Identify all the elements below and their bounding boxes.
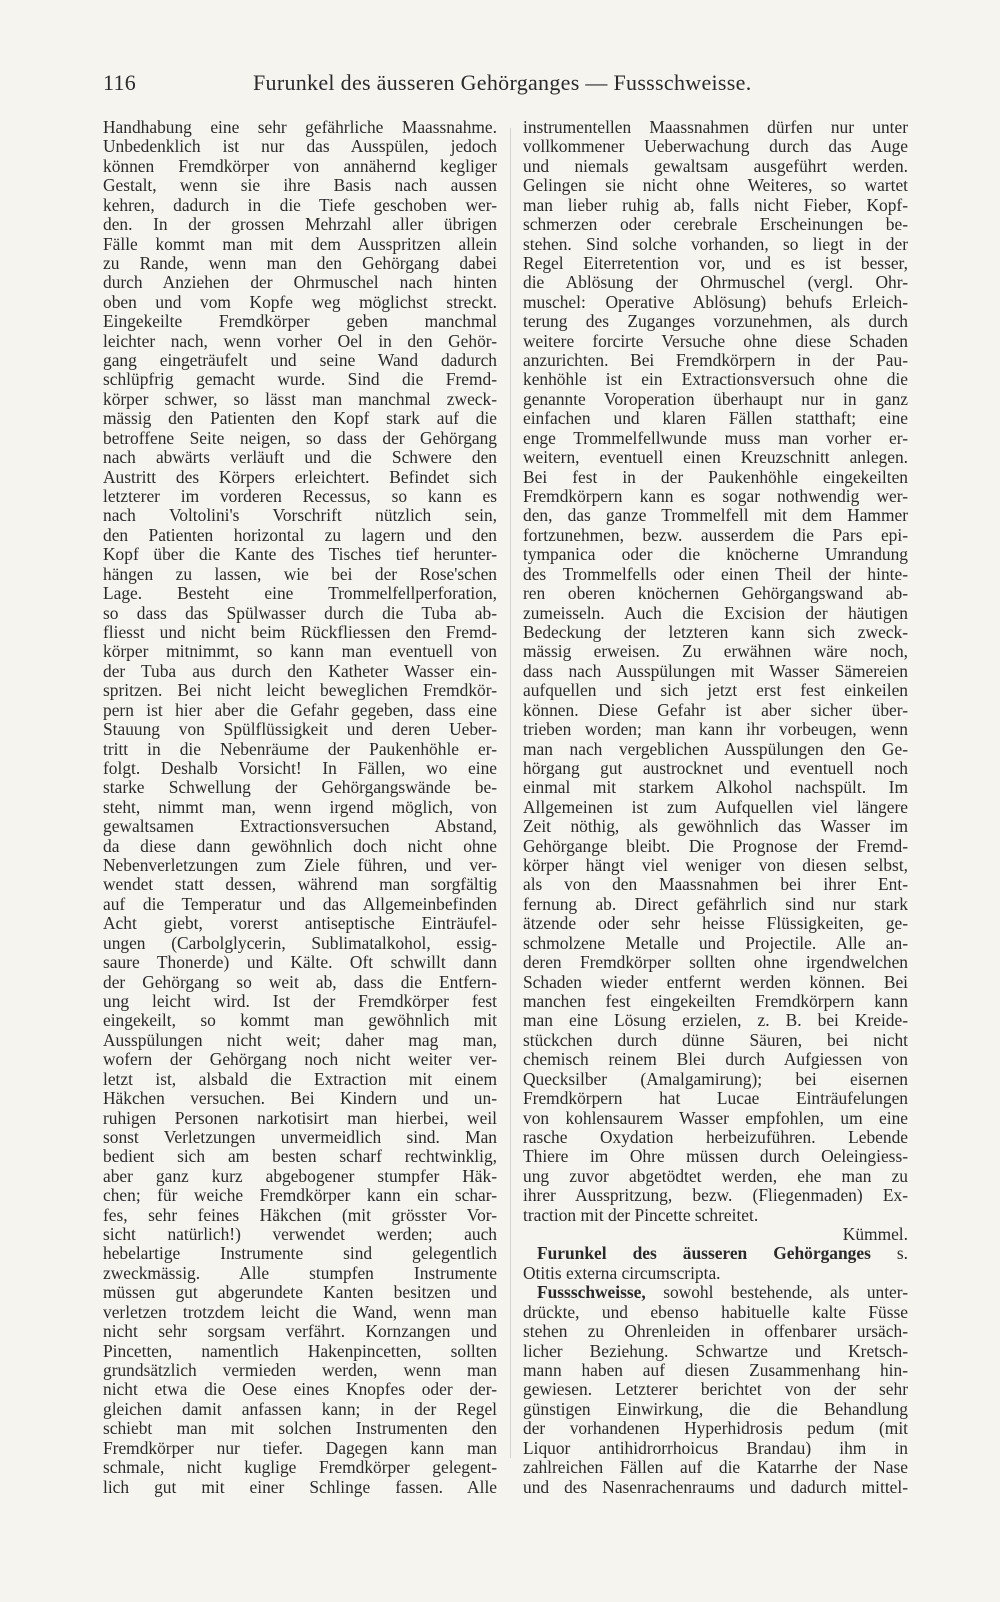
text-line: verletzen trotzdem leicht die Wand, wenn man <box>103 1301 497 1322</box>
text-line: schiebt man mit solchen Instrumenten den <box>103 1418 497 1439</box>
text-line: folgt. Deshalb Vorsicht! In Fällen, wo eine <box>103 757 497 778</box>
text-line: Fremdkörpern kann es sogar nothwendig wer- <box>523 486 908 507</box>
text-line: Thiere im Ohre müssen durch Oeleingiess- <box>523 1146 908 1167</box>
text-line: so dass das Spülwasser durch die Tuba ab- <box>103 602 497 623</box>
text-line: können Fremdkörper von annähernd kegliger <box>103 155 497 176</box>
entry-fussschweisse-text: sowohl bestehende, als unter- <box>645 1282 908 1303</box>
text-line: mann haben auf diesen Zusammenhang hin- <box>523 1360 908 1380</box>
text-line: manchen fest eingekeilten Fremdkörpern kann <box>523 990 908 1011</box>
text-line: chemisch reinem Blei durch Aufgiessen von <box>523 1049 908 1070</box>
text-line: nach abwärts verläuft und die Schwere den <box>103 447 497 468</box>
text-line: saure Thonerde) und Kälte. Oft schwillt dann <box>103 952 497 973</box>
text-line: aber ganz kurz abgebogener stumpfer Häk- <box>103 1165 497 1186</box>
text-line: schmale, nicht kuglige Fremdkörper gelegent- <box>103 1457 497 1478</box>
text-line: Acht giebt, vorerst antiseptische Einträufel- <box>103 913 497 934</box>
text-line: lich gut mit einer Schlinge fassen. Alle <box>103 1476 497 1497</box>
text-line: der Tuba aus durch den Katheter Wasser ein- <box>103 660 497 681</box>
text-line: Ausspülungen nicht weit; daher mag man, <box>103 1029 497 1050</box>
text-line: aufquellen und sich jetzt erst fest einkeilen <box>523 680 908 701</box>
text-line: man eine Lösung erzielen, z. B. bei Kreide- <box>523 1010 908 1031</box>
text-line: Nebenverletzungen zum Ziele führen, und ver- <box>103 855 497 876</box>
text-line: günstigen Einwirkung, die die Behandlung <box>523 1398 908 1419</box>
text-line: Fälle kommt man mit dem Ausspritzen allein <box>103 233 497 254</box>
text-line: körper schwer, so lässt man manchmal zweck- <box>103 388 497 409</box>
page-number: 116 <box>103 70 137 95</box>
text-line: die Ablösung der Ohrmuschel (vergl. Ohr- <box>523 272 908 293</box>
text-line: ungen (Carbolglycerin, Sublimatalkohol, essig- <box>103 932 497 953</box>
right-column-body <box>523 118 908 1225</box>
text-line: stückchen durch dünne Säuren, bei nicht <box>523 1029 908 1050</box>
text-line: sicht natürlich!) verwendet werden; auch <box>103 1224 497 1245</box>
text-line: stehen zu Ohrenleiden in offenbarer ursäch- <box>523 1321 908 1342</box>
text-line: ihrer Ausspritzung, bezw. (Fliegenmaden) Ex- <box>523 1185 908 1206</box>
text-line: von kohlensaurem Wasser empfohlen, um eine <box>523 1107 908 1128</box>
text-line: zumeisseln. Auch die Excision der häutigen <box>523 602 908 623</box>
text-line: Unbedenklich ist nur das Ausspülen, jedoch <box>103 136 497 157</box>
text-line: Zeit nöthig, als gewöhnlich das Wasser im <box>523 816 908 837</box>
entry-furunkel-line-2: Otitis externa circumscripta. <box>523 1262 721 1283</box>
entry-fussschweisse-line-1 <box>523 1283 908 1302</box>
text-line: zahlreichen Fällen auf die Katarrhe der Nase <box>523 1457 908 1478</box>
text-line: licher Beziehung. Schwartze und Kretsch- <box>523 1340 908 1361</box>
text-line: des Trommelfells oder einen Theil der hinte- <box>523 563 908 584</box>
text-line: man nach vergeblichen Ausspülungen den Ge- <box>523 738 908 759</box>
text-line: Gestalt, wenn sie ihre Basis nach aussen <box>103 175 497 196</box>
text-line: durch Anziehen der Ohrmuschel nach hinten <box>103 272 497 293</box>
text-line: den, das ganze Trommelfell mit dem Hammer <box>523 505 908 526</box>
text-line: fes, sehr feines Häkchen (mit grösster Vor- <box>103 1204 497 1225</box>
text-line: enge Trommelfellwunde muss man vorher er- <box>523 427 908 448</box>
text-line: pern ist hier aber die Gefahr gegeben, dass eine <box>103 699 497 720</box>
text-line: Fremdkörpern hat Lucae Einträufelungen <box>523 1088 908 1109</box>
text-line: Allgemeinen ist zum Aufquellen viel längere <box>523 796 908 817</box>
text-line: Bei fest in der Paukenhöhle eingekeilten <box>523 466 908 487</box>
text-line: ätzende oder sehr heisse Flüssigkeiten, ge- <box>523 913 908 934</box>
text-line: nicht etwa die Oese eines Knopfes oder der- <box>103 1379 497 1400</box>
text-line: gang eingeträufelt und seine Wand dadurch <box>103 350 497 371</box>
text-line: und niemals gewaltsam ausgeführt werden. <box>523 155 908 176</box>
text-line: müssen gut abgerundete Kanten besitzen und <box>103 1282 497 1303</box>
text-line: genannte Voroperation überhaupt nur in ganz <box>523 388 908 409</box>
text-line: gewaltsamen Extractionsversuchen Abstand, <box>103 816 497 837</box>
text-line: körper hängt viel weniger von diesen selbst, <box>523 855 908 876</box>
text-line: Stauung von Spülflüssigkeit und deren Ueber- <box>103 719 497 740</box>
entry-furunkel-line-1 <box>523 1244 908 1263</box>
text-line: schlüpfrig gemacht wurde. Sind die Fremd- <box>103 369 497 390</box>
text-line: bedient sich am besten scharf rechtwinklig, <box>103 1146 497 1167</box>
text-line: der vorhandenen Hyperhidrosis pedum (mit <box>523 1418 908 1439</box>
text-line: Gehörgange bleibt. Die Prognose der Fremd- <box>523 835 908 856</box>
text-line: den Patienten horizontal zu lagern und den <box>103 524 497 545</box>
text-line: kehren, dadurch in die Tiefe geschoben wer- <box>103 194 497 215</box>
text-line: einmal mit starkem Alkohol nachspült. Im <box>523 777 908 798</box>
text-line: chen; für weiche Fremdkörper kann ein schar- <box>103 1185 497 1206</box>
text-line: ruhigen Personen narkotisirt man hierbei, weil <box>103 1107 497 1128</box>
entry-fussschweisse <box>523 1283 908 1497</box>
text-line: zu Rande, wenn man den Gehörgang dabei <box>103 252 497 273</box>
text-line: muschel: Operative Ablösung) behufs Erleich- <box>523 291 908 312</box>
text-line: fliesst und nicht beim Rückfliessen den Fremd- <box>103 621 497 642</box>
text-line: ung zuvor abgetödtet werden, ehe man zu <box>523 1165 908 1186</box>
entry-furunkel-ref: s. <box>870 1243 908 1264</box>
text-line: schmolzene Metalle und Projectile. Alle an- <box>523 932 908 953</box>
text-line: rasche Oxydation herbeizuführen. Lebende <box>523 1126 908 1147</box>
text-line: als von den Maassnahmen bei ihrer Ent- <box>523 874 908 895</box>
text-line: körper mitnimmt, so kann man eventuell von <box>103 641 497 662</box>
text-line: terung des Zuganges vorzunehmen, als durch <box>523 311 908 332</box>
entry-fussschweisse-headword: Fussschweisse, <box>537 1282 646 1303</box>
author-signature: Kümmel. <box>842 1224 908 1245</box>
text-line: weitern, eventuell einen Kreuzschnitt anlegen. <box>523 447 908 468</box>
text-line: tympanica oder die knöcherne Umrandung <box>523 544 908 565</box>
text-line: Lage. Besteht eine Trommelfellperforation, <box>103 583 497 604</box>
text-line: letzt ist, alsbald die Extraction mit einem <box>103 1068 497 1089</box>
text-line: Häkchen versuchen. Bei Kindern und un- <box>103 1088 497 1109</box>
text-line: kenhöhle ist ein Extractionsversuch ohne die <box>523 369 908 390</box>
text-line: stehen. Sind solche vorhanden, so liegt in der <box>523 233 908 254</box>
text-line: gewiesen. Letzterer berichtet von der sehr <box>523 1379 908 1400</box>
column-divider <box>510 128 511 1458</box>
text-line: dass nach Ausspülungen mit Wasser Sämereien <box>523 660 908 681</box>
text-line: schmerzen oder cerebrale Erscheinungen be- <box>523 214 908 235</box>
text-line: mässig erweisen. Zu erwähnen wäre noch, <box>523 641 908 662</box>
text-line: auf die Temperatur und das Allgemeinbefinden <box>103 893 497 914</box>
text-line: Pincetten, namentlich Hakenpincetten, sollten <box>103 1340 497 1361</box>
text-line: fortzunehmen, bezw. ausserdem die Pars epi- <box>523 524 908 545</box>
text-line: traction mit der Pincette schreitet. <box>523 1204 759 1225</box>
text-line: nach Voltolini's Vorschrift nützlich sein, <box>103 505 497 526</box>
text-line: letzterer im vorderen Recessus, so kann es <box>103 486 497 507</box>
text-line: mässig den Patienten den Kopf stark auf die <box>103 408 497 429</box>
text-line: betroffene Seite neigen, so dass der Gehörgang <box>103 427 497 448</box>
text-line: sonst Verletzungen unvermeidlich sind. Man <box>103 1126 497 1147</box>
text-line: instrumentellen Maassnahmen dürfen nur unter <box>523 117 908 137</box>
text-line: hebelartige Instrumente sind gelegentlich <box>103 1243 497 1264</box>
text-line: Regel Eiterretention vor, und es ist besser, <box>523 252 908 273</box>
text-line: hängen zu lassen, wie bei der Rose'schen <box>103 563 497 584</box>
text-line: Handhabung eine sehr gefährliche Maassnahme. <box>103 117 497 137</box>
text-line: wofern der Gehörgang noch nicht weiter ver- <box>103 1049 497 1070</box>
text-line: anzurichten. Bei Fremdkörpern in der Pau- <box>523 350 908 371</box>
text-line: tritt in die Nebenräume der Paukenhöhle er- <box>103 738 497 759</box>
text-line: wendet statt dessen, während man sorgfältig <box>103 874 497 895</box>
text-line: da diese dann gewöhnlich doch nicht ohne <box>103 835 497 856</box>
text-line: spritzen. Bei nicht leicht beweglichen Fremdkör- <box>103 680 497 701</box>
text-line: starke Schwellung der Gehörgangswände be- <box>103 777 497 798</box>
text-line: den. In der grossen Mehrzahl aller übrigen <box>103 214 497 235</box>
entry-furunkel-headword: Furunkel des äusseren Gehörganges <box>537 1243 871 1264</box>
text-line: weitere forcirte Versuche ohne diese Schaden <box>523 330 908 351</box>
text-line: steht, nimmt man, wenn irgend möglich, von <box>103 796 497 817</box>
text-line: grundsätzlich vermieden werden, wenn man <box>103 1360 497 1380</box>
text-line: und des Nasenrachenraums und dadurch mittel- <box>523 1476 908 1497</box>
text-line: deren Fremdkörper sollten ohne irgendwelchen <box>523 952 908 973</box>
text-line: ung leicht wird. Ist der Fremdkörper fest <box>103 990 497 1011</box>
text-line: Liquor antihidrorrhoicus Brandau) ihm in <box>523 1437 908 1458</box>
text-line: eingekeilt, so kommt man gewöhnlich mit <box>103 1010 497 1031</box>
text-line: Gelingen sie nicht ohne Weiteres, so wartet <box>523 175 908 196</box>
text-line: oben und vom Kopfe weg möglichst streckt. <box>103 291 497 312</box>
text-line: leichter nach, wenn vorher Oel in den Gehör- <box>103 330 497 351</box>
text-line: ren oberen knöchernen Gehörgangswand ab- <box>523 583 908 604</box>
text-line: fernung ab. Direct gefährlich sind nur stark <box>523 893 908 914</box>
right-column <box>523 118 908 1497</box>
text-line: zweckmässig. Alle stumpfen Instrumente <box>103 1262 497 1283</box>
text-line: Quecksilber (Amalgamirung); bei eisernen <box>523 1068 908 1089</box>
text-line: Austritt des Körpers erleichtert. Befindet sich <box>103 466 497 487</box>
text-line: Eingekeilte Fremdkörper geben manchmal <box>103 311 497 332</box>
text-line: man lieber ruhig ab, falls nicht Fieber, Kopf- <box>523 194 908 215</box>
text-line: der Gehörgang so weit ab, dass die Entfern- <box>103 971 497 992</box>
text-line: trieben worden; man kann ihr vorbeugen, wenn <box>523 719 908 740</box>
text-line: einfachen und klaren Fällen statthaft; eine <box>523 408 908 429</box>
running-title: Furunkel des äusseren Gehörganges — Fussschweisse. <box>253 70 752 95</box>
text-line: vollkommener Ueberwachung durch das Auge <box>523 136 908 157</box>
text-line: nicht sehr sorgsam verfährt. Kornzangen und <box>103 1321 497 1342</box>
left-column <box>103 118 497 1497</box>
text-line: hörgang gut austrocknet und eventuell noch <box>523 757 908 778</box>
text-line: drückte, und ebenso habituelle kalte Füsse <box>523 1301 908 1322</box>
text-line: Bedeckung der letzteren kann sich zweck- <box>523 621 908 642</box>
text-line: können. Diese Gefahr ist aber sicher über- <box>523 699 908 720</box>
text-line: gleichen damit anfassen kann; in der Regel <box>103 1398 497 1419</box>
text-line: Kopf über die Kante des Tisches tief herunter- <box>103 544 497 565</box>
text-line: Schaden wieder entfernt werden können. Bei <box>523 971 908 992</box>
text-line: Fremdkörper nur tiefer. Dagegen kann man <box>103 1437 497 1458</box>
